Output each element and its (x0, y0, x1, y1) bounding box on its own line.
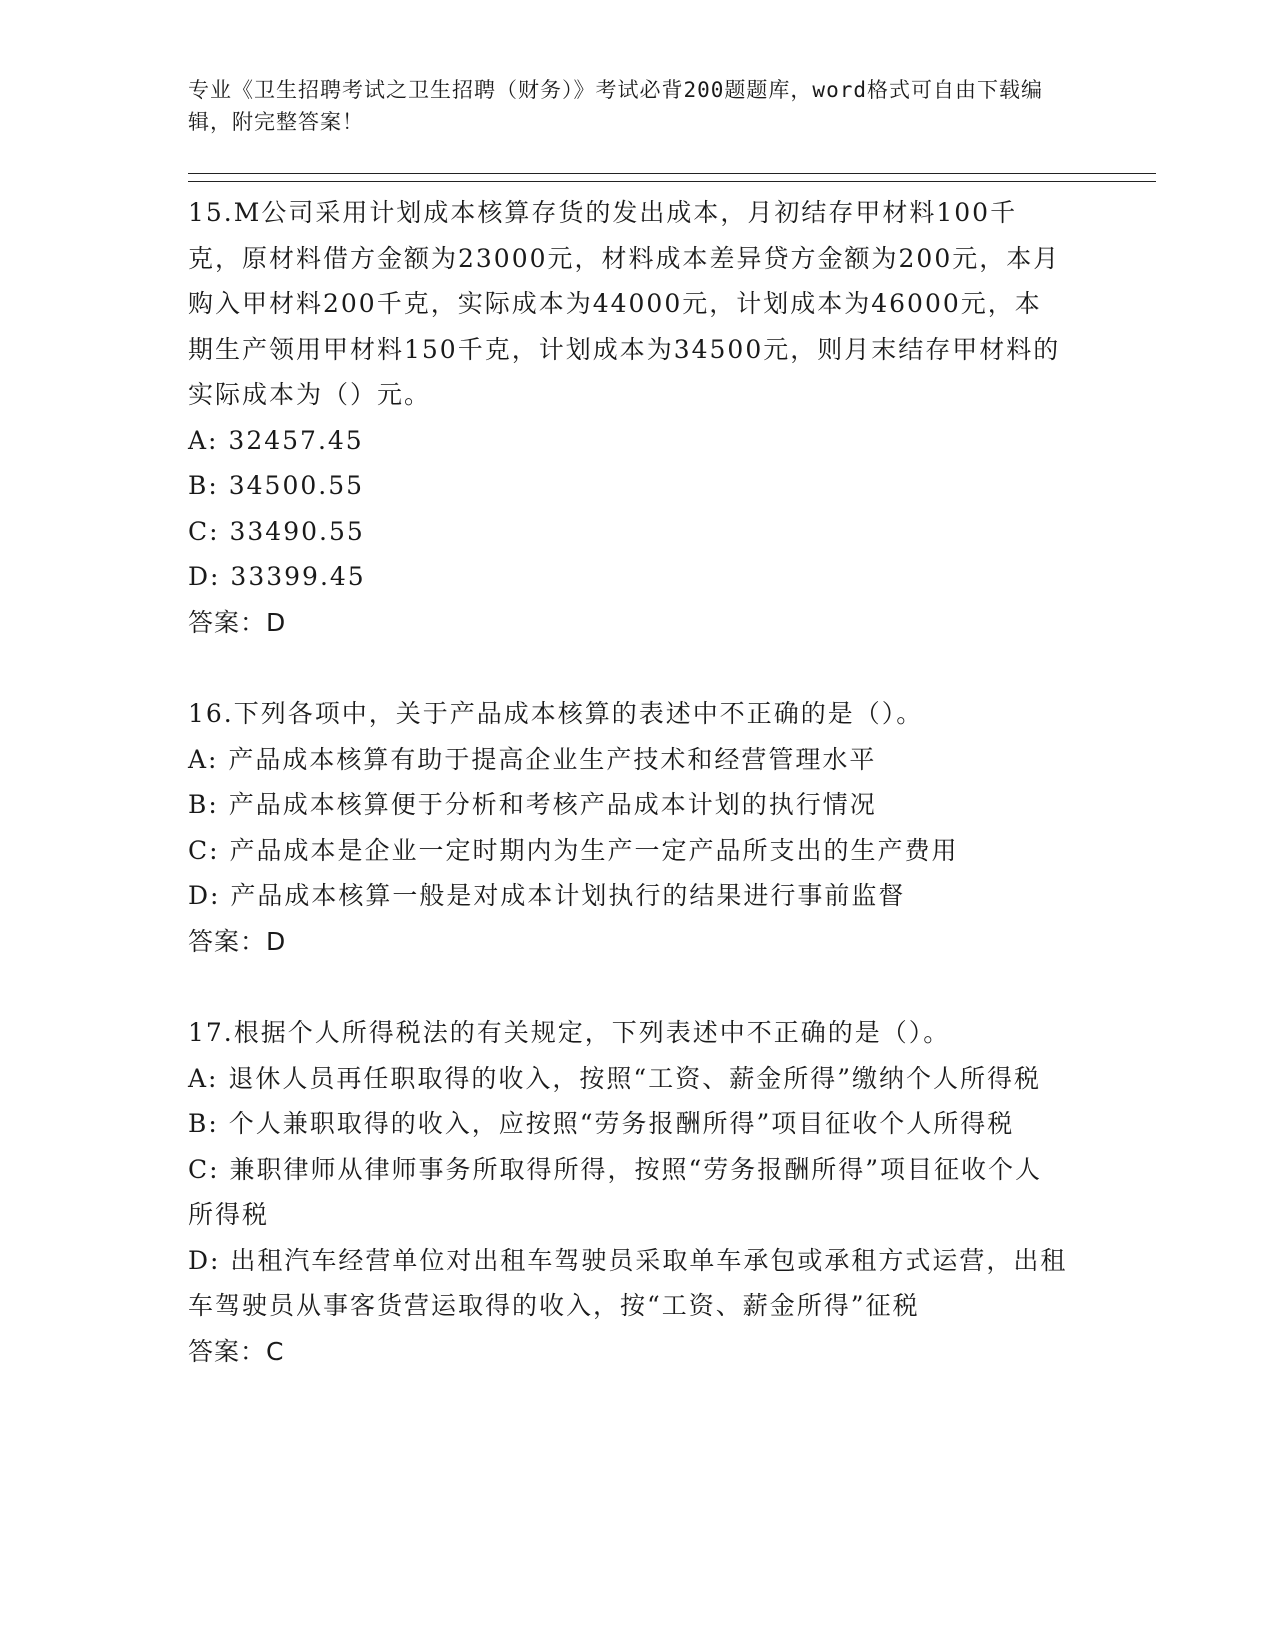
answer-line: 答案：C (188, 1336, 285, 1366)
option-d: D: 出租汽车经营单位对出租车驾驶员采取单车承包或承租方式运营，出租车驾驶员从事客货营运取得的收入，按“工资、薪金所得”征税 (188, 1245, 1068, 1320)
question-list (188, 190, 1068, 1374)
option-b: B: 34500.55 (188, 471, 365, 500)
question-stem: 16.下列各项中，关于产品成本核算的表述中不正确的是（）。 (188, 699, 924, 728)
option-c: C: 33490.55 (188, 516, 365, 546)
document-intro: 专业《卫生招聘考试之卫生招聘（财务）》考试必背200题题库，word格式可自由下载编辑，附完整答案！ (188, 78, 1043, 134)
option-b: B: 产品成本核算便于分析和考核产品成本计划的执行情况 (188, 790, 877, 819)
option-d: D: 33399.45 (188, 562, 366, 591)
header-divider-top (188, 173, 1156, 174)
question-spacer (188, 645, 1068, 691)
answer-line: 答案：D (188, 607, 287, 637)
option-d: D: 产品成本核算一般是对成本计划执行的结果进行事前监督 (188, 881, 906, 910)
option-c: C: 产品成本是企业一定时期内为生产一定产品所支出的生产费用 (188, 835, 959, 865)
question-15 (188, 190, 1068, 645)
option-a: A: 产品成本核算有助于提高企业生产技术和经营管理水平 (188, 744, 877, 774)
option-c: C: 兼职律师从律师事务所取得所得，按照“劳务报酬所得”项目征收个人所得税 (188, 1154, 1043, 1229)
answer-line: 答案：D (188, 926, 287, 956)
question-spacer (188, 964, 1068, 1010)
question-16 (188, 691, 1068, 964)
question-stem: 15.M公司采用计划成本核算存货的发出成本，月初结存甲材料100千克，原材料借方金额为23000元，材料成本差异贷方金额为200元，本月购入甲材料200千克，实际成本为44000元，计划成本为46000元，本期生产领用甲材料150千克，计划成本为34500元，则月末结存甲材料的实际成本为（）元。 (188, 198, 1061, 409)
option-b: B: 个人兼职取得的收入，应按照“劳务报酬所得”项目征收个人所得税 (188, 1109, 1015, 1138)
question-stem: 17.根据个人所得税法的有关规定，下列表述中不正确的是（）。 (188, 1018, 951, 1047)
header-divider-bottom (188, 181, 1156, 182)
option-a: A: 退休人员再任职取得的收入，按照“工资、薪金所得”缴纳个人所得税 (188, 1063, 1041, 1093)
option-a: A: 32457.45 (188, 425, 364, 455)
question-17 (188, 1010, 1068, 1374)
